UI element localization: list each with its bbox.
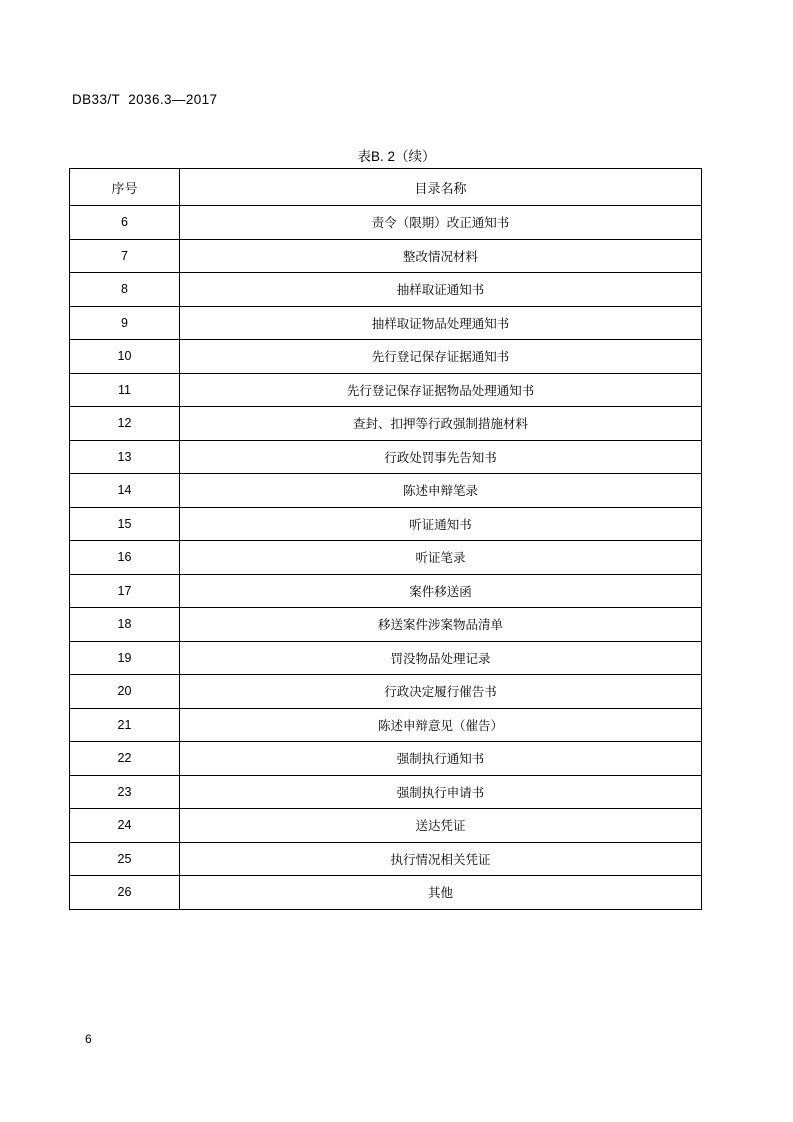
cell-no: 17	[70, 574, 180, 608]
cell-name: 行政决定履行催告书	[180, 675, 702, 709]
cell-name: 案件移送函	[180, 574, 702, 608]
cell-name: 责令（限期）改正通知书	[180, 206, 702, 240]
table-row	[70, 340, 702, 374]
table-row	[70, 273, 702, 307]
table-row	[70, 206, 702, 240]
table-container	[69, 168, 701, 910]
standard-code-header: DB33/T 2036.3—2017	[72, 92, 218, 107]
table-row	[70, 507, 702, 541]
table-row	[70, 541, 702, 575]
cell-no: 20	[70, 675, 180, 709]
table-row	[70, 407, 702, 441]
cell-no: 9	[70, 306, 180, 340]
table-body	[70, 206, 702, 910]
cell-name: 整改情况材料	[180, 239, 702, 273]
table-header-row	[70, 169, 702, 206]
cell-no: 21	[70, 708, 180, 742]
cell-no: 24	[70, 809, 180, 843]
cell-no: 22	[70, 742, 180, 776]
catalog-table	[69, 168, 702, 910]
cell-no: 26	[70, 876, 180, 910]
cell-name: 强制执行申请书	[180, 775, 702, 809]
table-row	[70, 708, 702, 742]
cell-no: 8	[70, 273, 180, 307]
cell-name: 强制执行通知书	[180, 742, 702, 776]
cell-no: 10	[70, 340, 180, 374]
cell-name: 抽样取证通知书	[180, 273, 702, 307]
cell-no: 15	[70, 507, 180, 541]
table-row	[70, 742, 702, 776]
table-row	[70, 876, 702, 910]
cell-no: 7	[70, 239, 180, 273]
cell-no: 12	[70, 407, 180, 441]
cell-name: 罚没物品处理记录	[180, 641, 702, 675]
cell-name: 陈述申辩笔录	[180, 474, 702, 508]
cell-name: 执行情况相关凭证	[180, 842, 702, 876]
cell-no: 6	[70, 206, 180, 240]
cell-no: 14	[70, 474, 180, 508]
table-row	[70, 306, 702, 340]
cell-no: 18	[70, 608, 180, 642]
cell-no: 19	[70, 641, 180, 675]
cell-name: 行政处罚事先告知书	[180, 440, 702, 474]
cell-no: 16	[70, 541, 180, 575]
cell-name: 听证通知书	[180, 507, 702, 541]
table-row	[70, 809, 702, 843]
cell-name: 先行登记保存证据通知书	[180, 340, 702, 374]
table-row	[70, 373, 702, 407]
cell-no: 11	[70, 373, 180, 407]
table-row	[70, 574, 702, 608]
cell-no: 25	[70, 842, 180, 876]
cell-name: 陈述申辩意见（催告）	[180, 708, 702, 742]
table-row	[70, 440, 702, 474]
cell-name: 移送案件涉案物品清单	[180, 608, 702, 642]
cell-no: 23	[70, 775, 180, 809]
cell-name: 查封、扣押等行政强制措施材料	[180, 407, 702, 441]
table-row	[70, 608, 702, 642]
column-header-name: 目录名称	[180, 169, 702, 206]
column-header-no: 序号	[70, 169, 180, 206]
cell-name: 其他	[180, 876, 702, 910]
table-row	[70, 239, 702, 273]
cell-name: 送达凭证	[180, 809, 702, 843]
cell-no: 13	[70, 440, 180, 474]
table-row	[70, 775, 702, 809]
table-row	[70, 641, 702, 675]
cell-name: 听证笔录	[180, 541, 702, 575]
table-caption: 表B. 2（续）	[357, 149, 436, 164]
table-row	[70, 842, 702, 876]
table-row	[70, 474, 702, 508]
page-number: 6	[85, 1032, 92, 1046]
table-row	[70, 675, 702, 709]
cell-name: 先行登记保存证据物品处理通知书	[180, 373, 702, 407]
cell-name: 抽样取证物品处理通知书	[180, 306, 702, 340]
